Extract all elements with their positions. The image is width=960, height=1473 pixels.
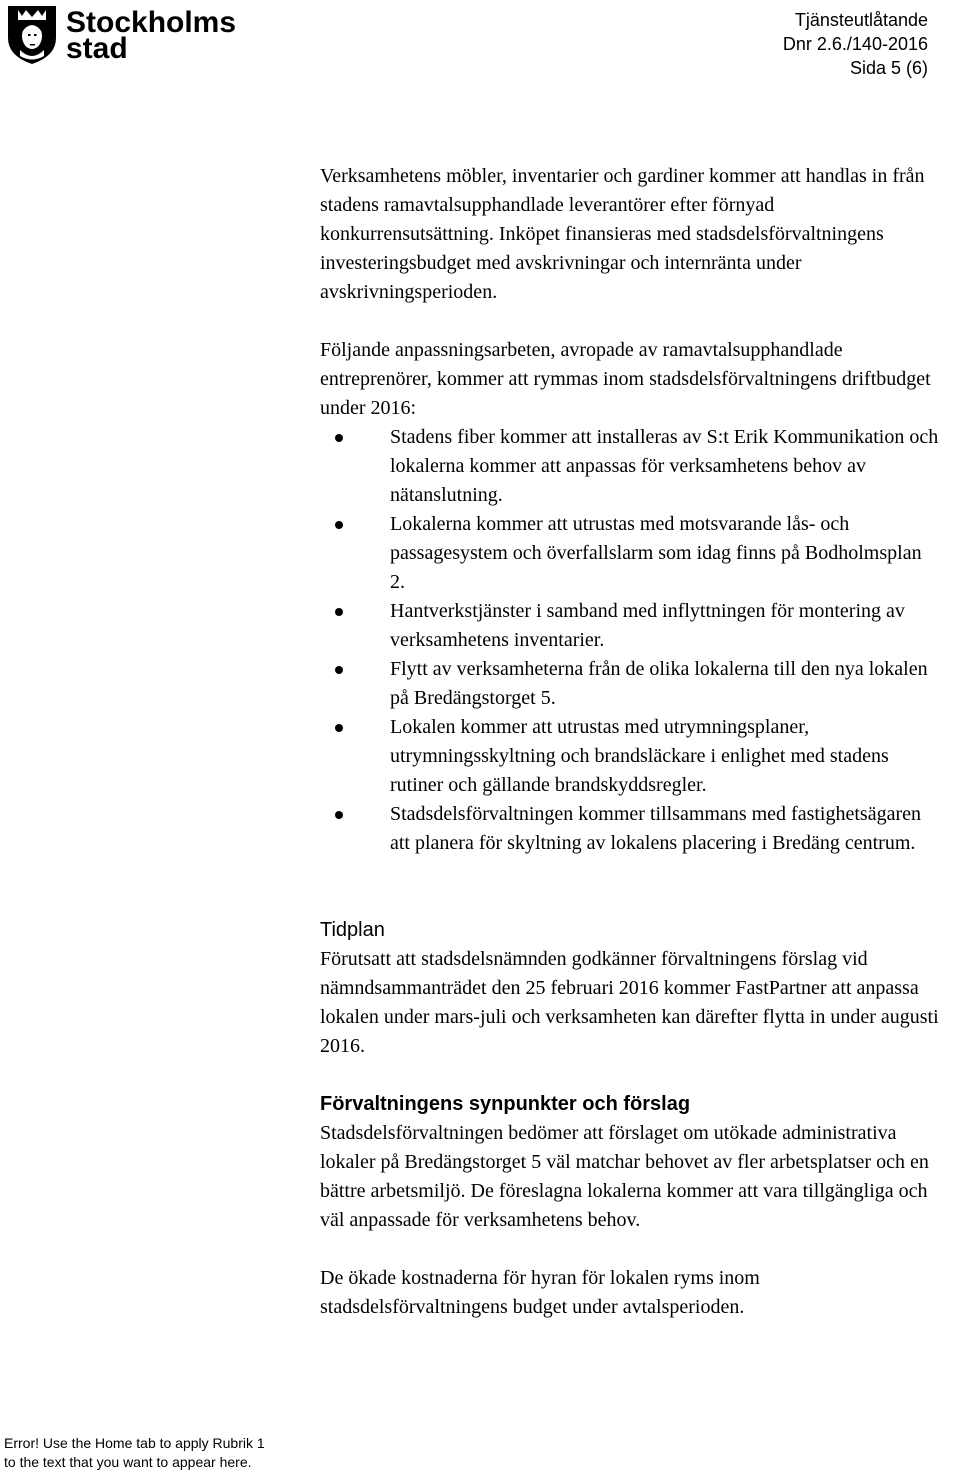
document-body (320, 162, 940, 1322)
bullet-icon (335, 724, 343, 732)
list-item: Stadens fiber kommer att installeras av S:t Erik Kommunikation och lokalerna kommer att anpassas för verksamhetens behov av nätanslutning. (320, 423, 940, 510)
footer-line1: Error! Use the Home tab to apply Rubrik 1 (4, 1435, 265, 1451)
list-item: Lokalen kommer att utrustas med utrymningsplaner, utrymningsskyltning och brandsläckare i enlighet med stadens rutiner och gällande brandskyddsregler. (320, 713, 940, 800)
paragraph-adaptations-intro: Följande anpassningsarbeten, avropade av ramavtalsupphandlade entreprenörer, kommer att rymmas inom stadsdelsförvaltningens driftbudget under 2016: (320, 339, 931, 419)
list-item: Lokalerna kommer att utrustas med motsvarande lås- och passagesystem och överfallslarm som idag finns på Bodholmsplan 2. (320, 510, 940, 597)
logo-line2: stad (66, 32, 128, 65)
list-item: Flytt av verksamheterna från de olika lokalerna till den nya lokalen på Bredängstorget 5. (320, 655, 940, 713)
tidplan-paragraph: Förutsatt att stadsdelsnämnden godkänner förvaltningens förslag vid nämndsammanträdet den 25 februari 2016 kommer FastPartner att anpassa lokalen under mars-juli och verksamheten kan därefter flytta in under augusti 2016. (320, 948, 939, 1057)
footer-line2: to the text that you want to appear here. (4, 1454, 252, 1470)
bullet-icon (335, 608, 343, 616)
tidplan-heading: Tidplan (320, 919, 385, 941)
synpunkter-heading: Förvaltningens synpunkter och förslag (320, 1093, 691, 1115)
crest-icon (8, 6, 56, 64)
bullet-icon (335, 434, 343, 442)
paragraph-furniture: Verksamhetens möbler, inventarier och gardiner kommer att handlas in från stadens ramavtalsupphandlade leverantörer efter förnyad konkurrensutsättning. Inköpet finansieras med stadsdelsförvaltningens investeringsbudget med avskrivningar och internränta under avskrivningsperioden. (320, 165, 925, 303)
adaptations-list (320, 423, 940, 858)
document-number: Dnr 2.6./140-2016 (782, 34, 928, 54)
bullet-icon (335, 811, 343, 819)
logo-graphic (4, 0, 244, 66)
list-item: Hantverkstjänster i samband med inflyttningen för montering av verksamhetens inventarier. (320, 597, 940, 655)
synpunkter-paragraph: Stadsdelsförvaltningen bedömer att förslaget om utökade administrativa lokaler på Bredängstorget 5 väl matchar behovet av fler arbetsplatser och en bättre arbetsmiljö. De föreslagna lokalerna kommer att vara tillgängliga och väl anpassade för verksamhetens behov. (320, 1122, 929, 1231)
bullet-icon (335, 666, 343, 674)
stockholms-stad-logo (4, 0, 244, 66)
list-item: Stadsdelsförvaltningen kommer tillsammans med fastighetsägaren att planera för skyltning av lokalens placering i Bredäng centrum. (320, 800, 940, 858)
logo-line1: Stockholms (66, 6, 237, 39)
document-type: Tjänsteutlåtande (794, 10, 928, 30)
page-number: Sida 5 (6) (849, 58, 928, 78)
document-header (783, 8, 928, 80)
kostnad-paragraph: De ökade kostnaderna för hyran för lokalen ryms inom stadsdelsförvaltningens budget under avtalsperioden. (320, 1267, 760, 1318)
bullet-icon (335, 521, 343, 529)
page-footer (4, 1434, 265, 1472)
